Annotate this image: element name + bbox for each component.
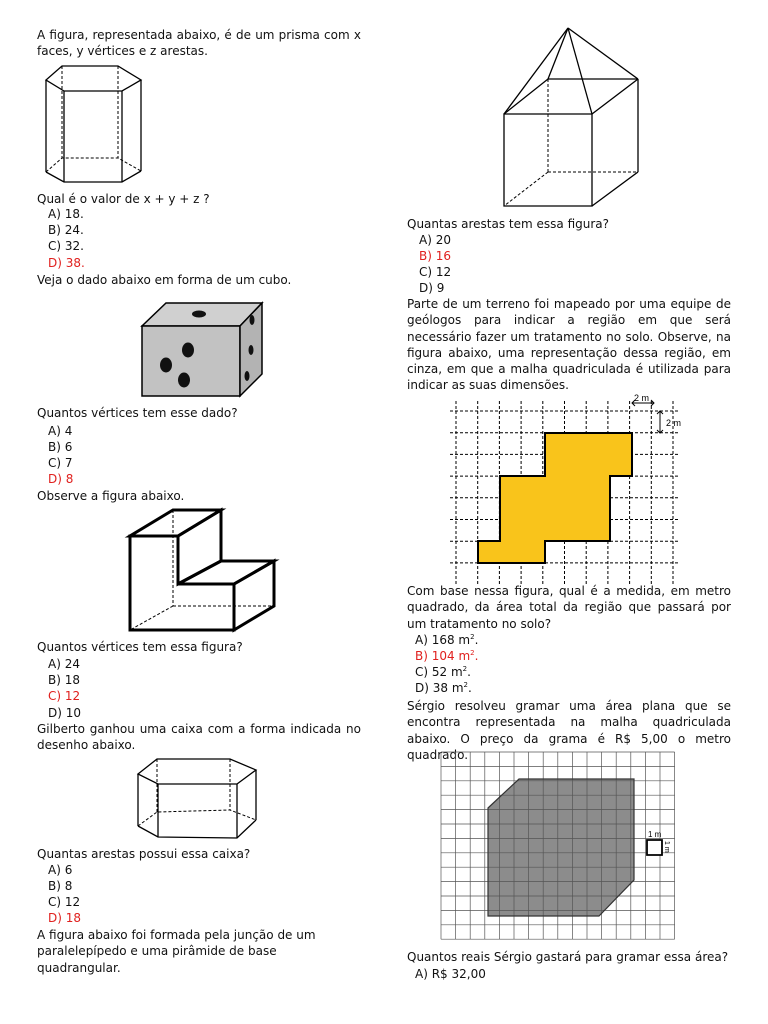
question-5-prompt: Quantas arestas tem essa figura? xyxy=(407,217,610,231)
q6-option-c-exponent: 2 xyxy=(462,665,468,673)
q2-option-b[interactable]: B) 6 xyxy=(48,440,73,454)
unit-label-horizontal: 1 m xyxy=(648,830,662,839)
question-1-prompt: Qual é o valor de x + y + z ? xyxy=(37,192,210,206)
question-5-text: A figura abaixo foi formada pela junção de um paralelepípedo e uma pirâmide de base quadrangular. xyxy=(37,928,316,975)
q3-option-c-answer[interactable]: C) 12 xyxy=(48,689,81,703)
question-2-text: Veja o dado abaixo em forma de um cubo. xyxy=(37,273,292,287)
q6-option-b-label: B) 104 m xyxy=(415,649,471,663)
question-6-text: Parte de um terreno foi mapeado por uma equipe de geólogos para indicar a região em que será necessário fazer um tratamento no solo. Observe, na figura abaixo, uma representação dessa região, em cinza, em que a malha quadriculada é utilizada para indicar as suas dimensões. xyxy=(407,297,731,393)
q1-option-c[interactable]: C) 32. xyxy=(48,239,84,253)
q5-option-a[interactable]: A) 20 xyxy=(419,233,451,247)
q5-option-b-answer[interactable]: B) 16 xyxy=(419,249,451,263)
q3-option-a[interactable]: A) 24 xyxy=(48,657,80,671)
question-4-prompt: Quantas arestas possui essa caixa? xyxy=(37,847,251,861)
q1-option-b[interactable]: B) 24. xyxy=(48,223,84,237)
q1-option-a[interactable]: A) 18. xyxy=(48,207,84,221)
terrain-grid-figure xyxy=(450,392,690,584)
q6-option-a-label: A) 168 m xyxy=(415,633,471,647)
question-7-text: Sérgio resolveu gramar uma área plana que se encontra representada na malha quadriculada abaixo. O preço da grama é R$ 5,00 o metro quadrado. xyxy=(407,699,731,762)
q6-option-d-exponent: 2 xyxy=(463,681,468,689)
q6-option-c[interactable] xyxy=(415,664,471,680)
question-2-prompt: Quantos vértices tem esse dado? xyxy=(37,406,238,420)
q3-option-b[interactable]: B) 18 xyxy=(48,673,80,687)
q6-option-d[interactable] xyxy=(415,680,472,696)
lawn-grid-figure xyxy=(437,748,690,943)
q2-option-a[interactable]: A) 4 xyxy=(48,424,73,438)
q7-option-a[interactable]: A) R$ 32,00 xyxy=(415,967,486,981)
grid-scale-horizontal: 2 m xyxy=(634,393,650,403)
q2-option-d-answer[interactable]: D) 8 xyxy=(48,472,74,486)
q6-option-a[interactable] xyxy=(415,632,478,648)
q5-option-d[interactable]: D) 9 xyxy=(419,281,445,295)
hexagonal-box-figure xyxy=(132,754,262,844)
q6-option-b-exponent: 2 xyxy=(470,649,475,657)
question-6-prompt: Com base nessa figura, qual é a medida, em metro quadrado, da área total da região que passará por um tratamento no solo? xyxy=(407,584,731,631)
question-7-prompt: Quantos reais Sérgio gastará para gramar essa área? xyxy=(407,950,729,964)
q4-option-d-answer[interactable]: D) 18 xyxy=(48,911,82,925)
q3-option-d[interactable]: D) 10 xyxy=(48,706,82,720)
prism-with-pyramid-figure xyxy=(498,24,642,210)
question-3-text: Observe a figura abaixo. xyxy=(37,489,185,503)
question-1-text: A figura, representada abaixo, é de um prisma com x faces, y vértices e z arestas. xyxy=(37,28,361,59)
q2-option-c[interactable]: C) 7 xyxy=(48,456,73,470)
q6-option-c-end: . xyxy=(467,665,471,679)
question-3-prompt: Quantos vértices tem essa figura? xyxy=(37,640,243,654)
hexagonal-prism-figure xyxy=(40,64,146,192)
q6-option-a-end: . xyxy=(474,633,479,647)
q6-option-b-end: . xyxy=(474,649,479,663)
q4-option-b[interactable]: B) 8 xyxy=(48,879,73,893)
q6-option-d-end: . xyxy=(467,681,472,695)
l-shaped-solid-figure xyxy=(124,506,280,636)
q4-option-a[interactable]: A) 6 xyxy=(48,863,73,877)
q6-option-c-label: C) 52 m xyxy=(415,665,463,679)
grid-scale-vertical: 2 m xyxy=(666,418,682,428)
q6-option-b-answer[interactable] xyxy=(415,648,478,664)
dice-cube-figure xyxy=(136,298,266,398)
q6-option-a-exponent: 2 xyxy=(470,633,475,641)
q4-option-c[interactable]: C) 12 xyxy=(48,895,81,909)
q5-option-c[interactable]: C) 12 xyxy=(419,265,452,279)
question-4-text: Gilberto ganhou uma caixa com a forma indicada no desenho abaixo. xyxy=(37,722,361,753)
q1-option-d-answer[interactable]: D) 38. xyxy=(48,256,85,270)
q6-option-d-label: D) 38 m xyxy=(415,681,464,695)
unit-label-vertical: 1 m xyxy=(663,841,670,853)
